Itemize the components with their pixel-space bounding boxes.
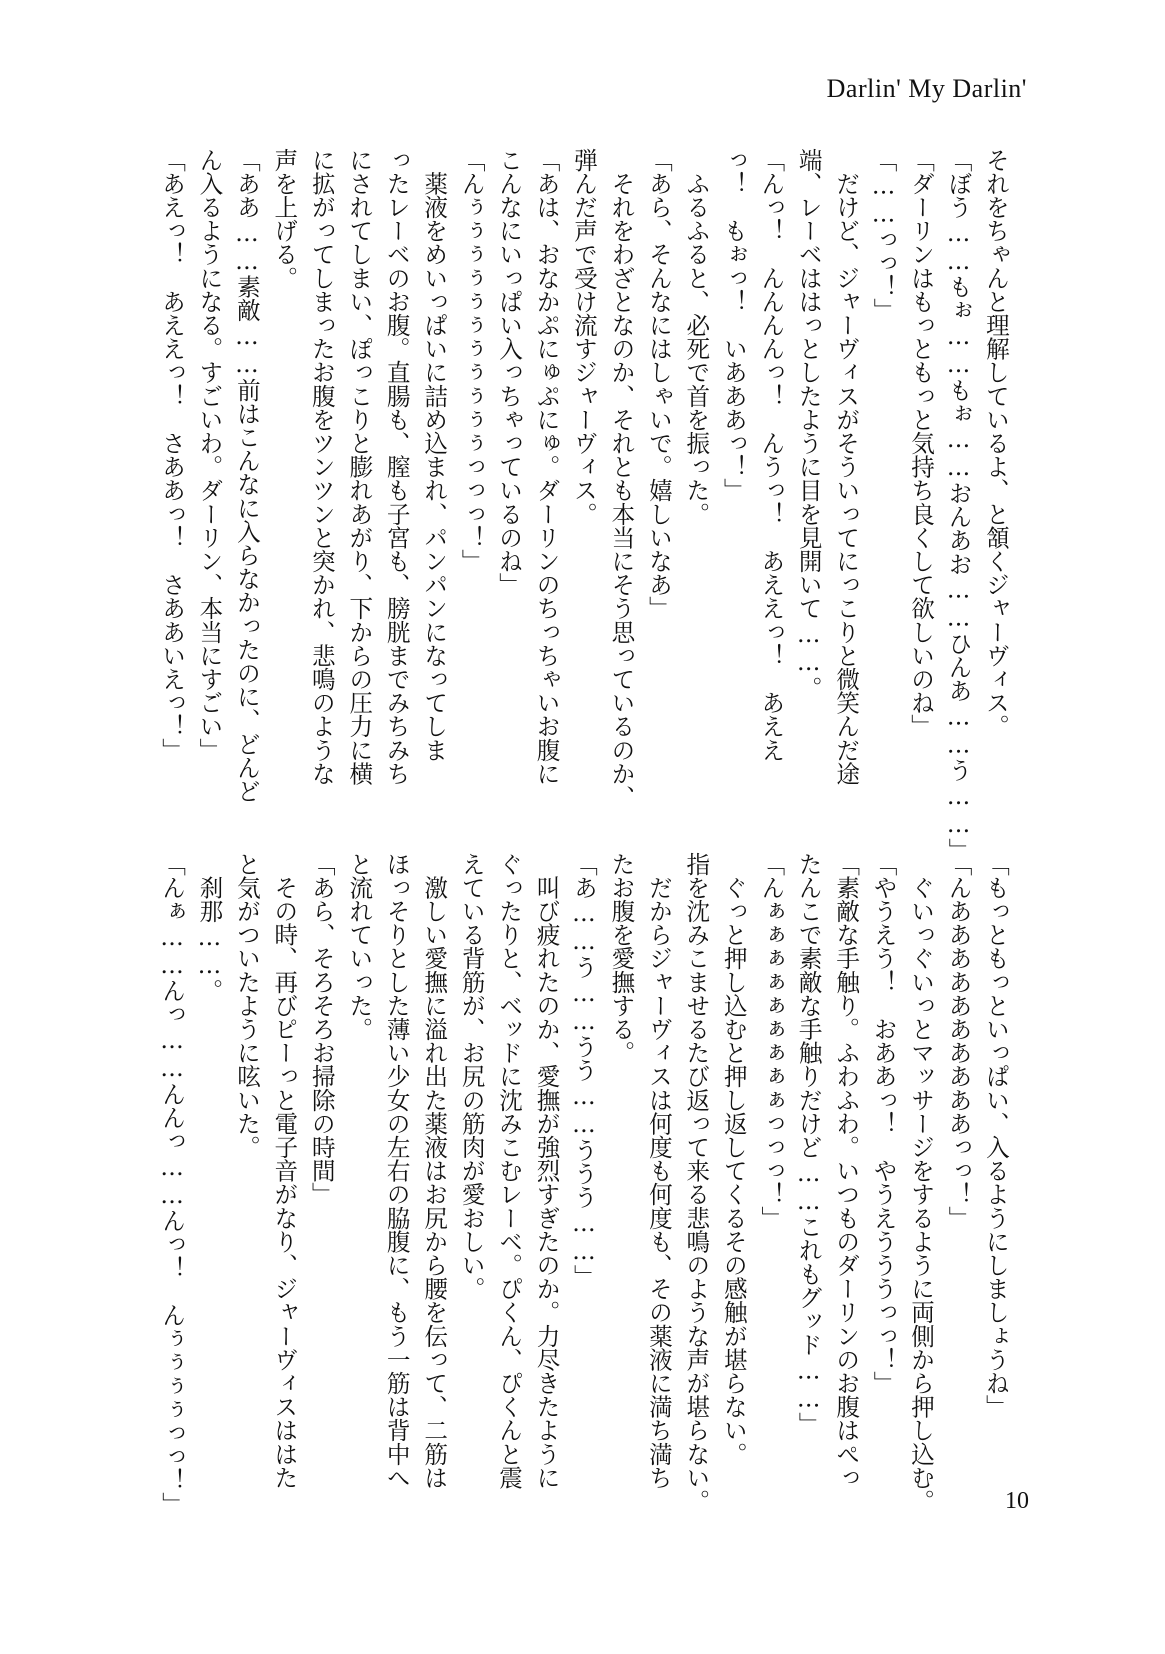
- text-line: その時、再びピーっと電子音がなり、ジャーヴィスははた: [270, 852, 299, 1490]
- text-line: 薬液をめいっぱいに詰め込まれ、パンパンになってしま: [420, 148, 449, 762]
- text-line: だからジャーヴィスは何度も何度も、その薬液に満ち満ち: [644, 852, 673, 1490]
- bottom-text-block: [157, 852, 1010, 1516]
- text-line: 端、レーベははっとしたように目を見開いて……。: [794, 148, 823, 700]
- text-line: 「あえっ！ あええっ！ さああっ！ さああいえっ！」: [158, 148, 186, 762]
- text-line: それをわざとなのか、それとも本当にそう思っているのか、: [607, 148, 636, 809]
- text-line: 「あら、そんなにはしゃいで。嬉しいなあ」: [644, 148, 673, 620]
- page-number: 10: [1005, 1488, 1029, 1514]
- text-line: 叫び疲れたのか、愛撫が強烈すぎたのか。力尽きたように: [532, 852, 561, 1490]
- text-line: 「ダーリンはもっともっと気持ち良くして欲しいのね」: [907, 148, 936, 738]
- text-line: ふるふると、必死で首を振った。: [682, 148, 711, 526]
- text-line: だけど、ジャーヴィスがそういってにっこりと微笑んだ途: [832, 148, 861, 786]
- text-line: 刹那……。: [195, 852, 224, 1003]
- text-line: 「あは、おなかぷにゅぷにゅ。ダーリンのちっちゃいお腹に: [532, 148, 561, 786]
- text-line: 「んぁぁぁぁぁぁぁぁぁっっっ！」: [757, 852, 786, 1230]
- text-line: 「やうえう！ おああっ！ やうえうううっっ！」: [869, 852, 898, 1395]
- text-line: 「あ……う……うう……ううう……」: [569, 852, 598, 1289]
- text-line: 「んっ！ んんんんっ！ んうっ！ あええっ！ あええ: [757, 148, 786, 762]
- text-line: 「あら、そろそろお掃除の時間」: [307, 852, 336, 1206]
- text-line: 「んぅぅぅぅぅぅぅぅぅぅぅっっっ！」: [457, 148, 486, 573]
- text-line: に拡がってしまったお腹をツンツンと突かれ、悲鳴のような: [307, 148, 336, 786]
- text-line: 弾んだ声で受け流すジャーヴィス。: [569, 148, 598, 526]
- text-line: ぐいっぐいっとマッサージをするように両側から押し込む。: [907, 852, 936, 1513]
- text-line: 「んああああああああああっっ！」: [944, 852, 973, 1230]
- text-line: 「もっともっといっぱい、入るようにしましょうね」: [981, 852, 1010, 1419]
- text-line: ほっそりとした薄い少女の左右の脇腹に、もう一筋は背中へ: [382, 852, 411, 1490]
- running-title: Darlin' My Darlin': [826, 74, 1027, 103]
- text-line: 「……っっ！」: [869, 148, 898, 322]
- text-line: ったレーベのお腹。直腸も、膣も子宮も、膀胱までみちみち: [382, 148, 411, 786]
- text-line: 「ぼう……もぉ……もぉ……おんあお……ひんあ……う……」: [944, 148, 973, 862]
- text-line: たお腹を愛撫する。: [607, 852, 636, 1065]
- text-line: えている背筋が、お尻の筋肉が愛おしい。: [457, 852, 486, 1301]
- text-line: 声を上げる。: [270, 148, 299, 290]
- text-line: ぐっと押し込むと押し返してくるその感触が堪らない。: [719, 852, 748, 1466]
- text-line: たんこで素敵な手触りだけど……これもグッド……」: [794, 852, 823, 1436]
- text-line: と流れていった。: [345, 852, 374, 1041]
- text-line: 「んぁ……んっ……んんっ……んっ！ んぅぅぅぅっっ！」: [158, 852, 186, 1516]
- text-line: こんなにいっぱい入っちゃっているのね」: [495, 148, 524, 597]
- text-line: それをちゃんと理解しているよ、と頷くジャーヴィス。: [981, 148, 1010, 738]
- text-line: ぐったりと、ベッドに沈みこむレーベ。ぴくん、ぴくんと震: [495, 852, 524, 1490]
- text-line: 「ああ……素敵……前はこんなに入らなかったのに、どんど: [232, 148, 261, 803]
- text-line: 指を沈みこませるたび返って来る悲鳴のような声が堪らない。: [682, 852, 711, 1513]
- text-line: と気がついたように呟いた。: [232, 852, 261, 1159]
- top-text-block: [157, 148, 1010, 862]
- text-line: 激しい愛撫に溢れ出た薬液はお尻から腰を伝って、二筋は: [420, 852, 449, 1490]
- text-line: 「素敵な手触り。ふわふわ。いつものダーリンのお腹はぺっ: [832, 852, 861, 1490]
- text-line: ん入るようになる。すごいわ。ダーリン、本当にすごい」: [195, 148, 224, 762]
- text-line: っ！ もぉっ！ いあああっ！」: [719, 148, 748, 502]
- text-line: にされてしまい、ぽっこりと膨れあがり、下からの圧力に横: [345, 148, 374, 786]
